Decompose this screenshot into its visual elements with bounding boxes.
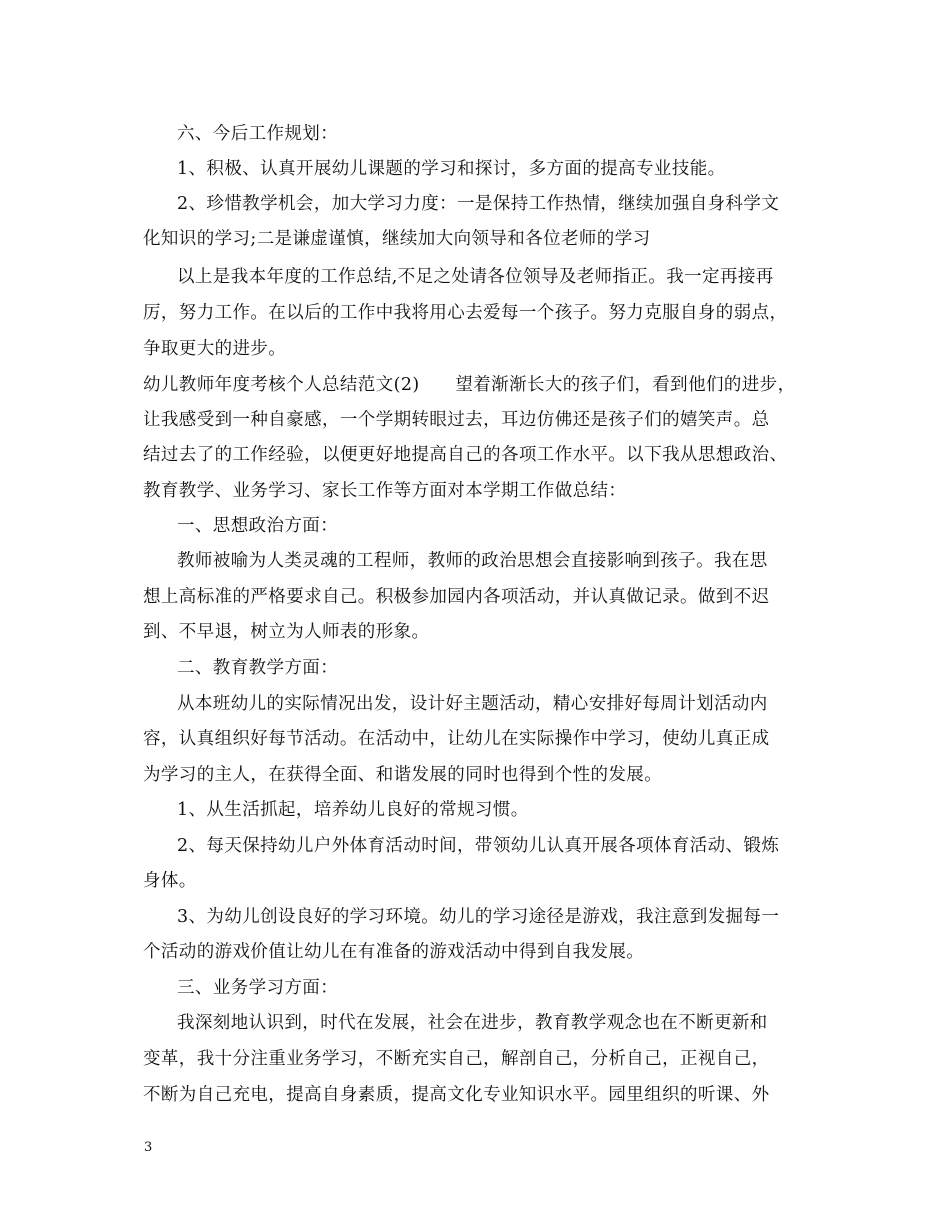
text-line: 2、珍惜教学机会，加大学习力度：一是保持工作热情，继续加强自身科学文 bbox=[177, 194, 780, 214]
text-line: 3、为幼儿创设良好的学习环境。幼儿的学习途径是游戏，我注意到发掘每一 bbox=[177, 907, 780, 927]
section-heading: 三、业务学习方面： bbox=[177, 978, 339, 998]
text-line: 到、不早退，树立为人师表的形象。 bbox=[143, 622, 430, 642]
text-line: 容，认真组织好每节活动。在活动中，让幼儿在实际操作中学习，使幼儿真正成 bbox=[143, 729, 770, 749]
text-line: 以上是我本年度的工作总结,不足之处请各位领导及老师指正。我一定再接再 bbox=[177, 267, 774, 287]
text-line: 六、今后工作规划： bbox=[177, 124, 339, 144]
page-number: 3 bbox=[144, 1140, 153, 1155]
text-line: 幼儿教师年度考核个人总结范文(2) 望着渐渐长大的孩子们，看到他们的进步， bbox=[143, 375, 796, 395]
text-line: 1、积极、认真开展幼儿课题的学习和探讨，多方面的提高专业技能。 bbox=[177, 159, 726, 179]
text-line: 1、从生活抓起，培养幼儿良好的常规习惯。 bbox=[177, 800, 529, 820]
text-line: 教师被喻为人类灵魂的工程师，教师的政治思想会直接影响到孩子。我在思 bbox=[177, 551, 768, 571]
section-heading: 一、思想政治方面： bbox=[177, 516, 339, 536]
text-line: 我深刻地认识到，时代在发展，社会在进步，教育教学观念也在不断更新和 bbox=[177, 1013, 768, 1033]
text-line: 想上高标准的严格要求自己。积极参加园内各项活动，并认真做记录。做到不迟 bbox=[143, 587, 770, 607]
text-line: 争取更大的进步。 bbox=[143, 339, 287, 359]
text-line: 变革，我十分注重业务学习，不断充实自己，解剖自己，分析自己，正视自己， bbox=[143, 1049, 770, 1069]
text-line: 从本班幼儿的实际情况出发，设计好主题活动，精心安排好每周计划活动内 bbox=[177, 694, 768, 714]
text-line: 为学习的主人，在获得全面、和谐发展的同时也得到个性的发展。 bbox=[143, 765, 663, 785]
text-line: 结过去了的工作经验，以便更好地提高自己的各项工作水平。以下我从思想政治、 bbox=[143, 445, 788, 465]
text-line: 身体。 bbox=[143, 871, 197, 891]
text-line: 个活动的游戏价值让幼儿在有准备的游戏活动中得到自我发展。 bbox=[143, 942, 645, 962]
text-line: 化知识的学习;二是谦虚谨慎，继续加大向领导和各位老师的学习 bbox=[143, 229, 651, 249]
text-line: 教育教学、业务学习、家长工作等方面对本学期工作做总结： bbox=[143, 481, 627, 501]
text-line: 厉，努力工作。在以后的工作中我将用心去爱每一个孩子。努力克服自身的弱点， bbox=[143, 303, 788, 323]
section-heading: 二、教育教学方面： bbox=[177, 658, 339, 678]
text-line: 2、每天保持幼儿户外体育活动时间，带领幼儿认真开展各项体育活动、锻炼 bbox=[177, 836, 780, 856]
text-line: 让我感受到一种自豪感，一个学期转眼过去，耳边仿佛还是孩子们的嬉笑声。总 bbox=[143, 410, 770, 430]
text-line: 不断为自己充电，提高自身素质，提高文化专业知识水平。园里组织的听课、外 bbox=[143, 1085, 770, 1105]
